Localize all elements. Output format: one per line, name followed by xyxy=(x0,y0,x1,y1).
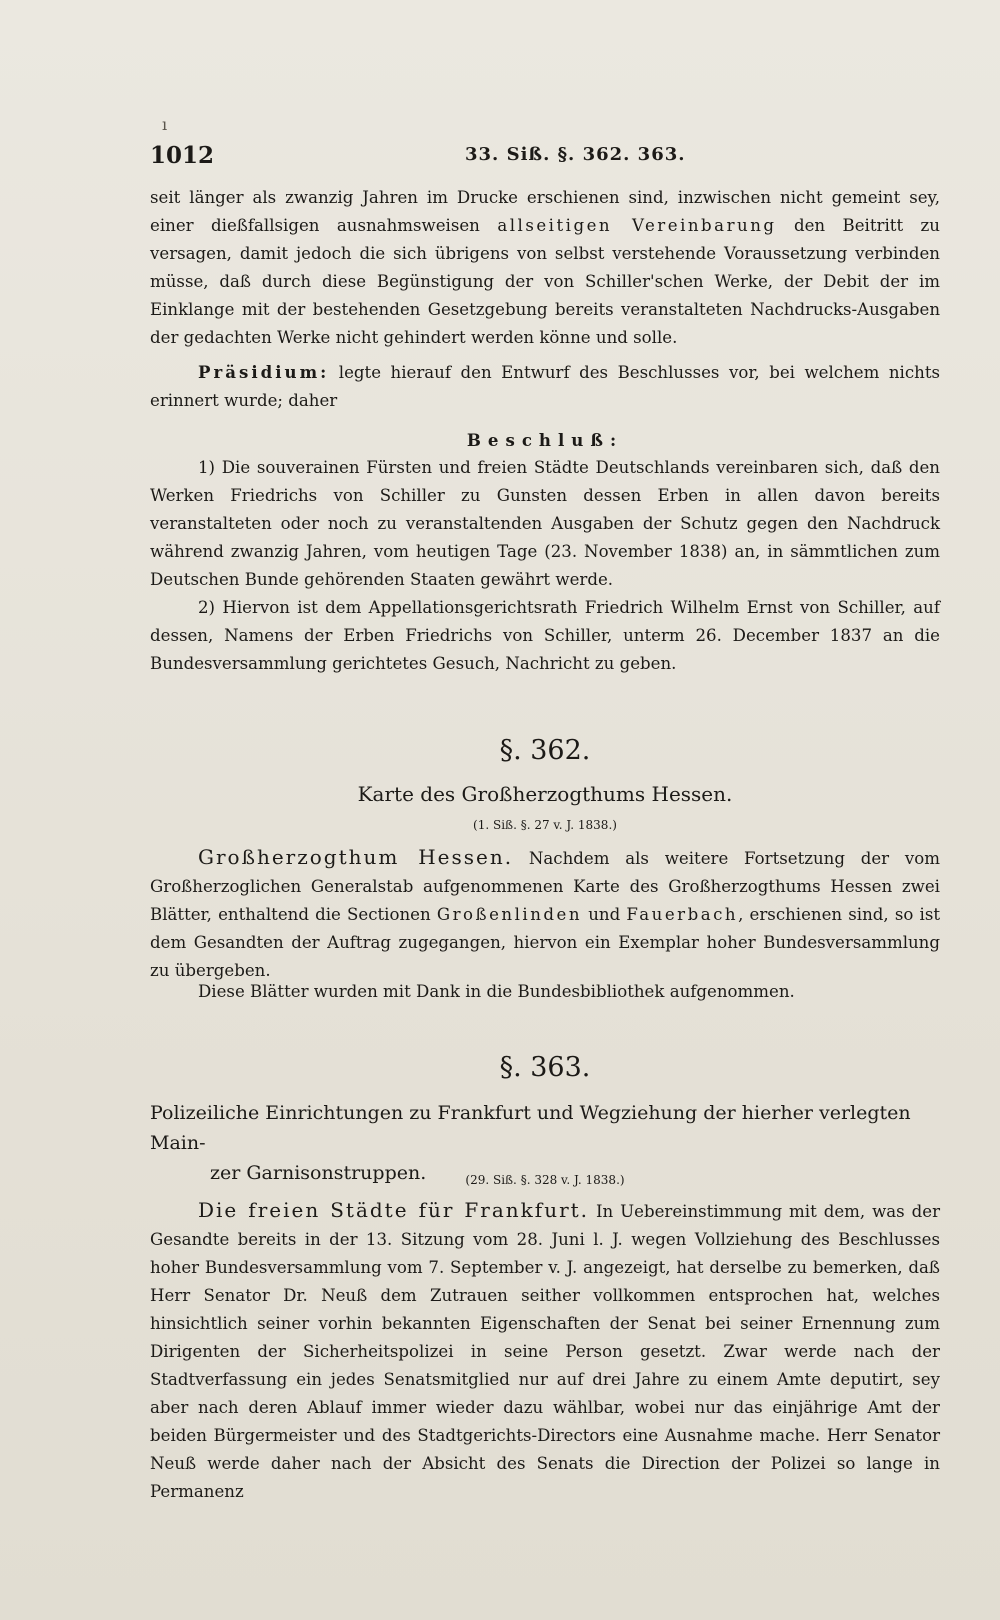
section-362-closing xyxy=(150,978,940,1006)
place-name: Großenlinden xyxy=(436,905,583,924)
section-362-lead: Großherzogthum Hessen. xyxy=(198,845,514,869)
section-363-lead: Die freien Städte für Frankfurt. xyxy=(198,1198,590,1222)
praesidium-paragraph xyxy=(150,358,940,415)
paragraph-text: und xyxy=(588,905,621,924)
paragraph-text: Nachdem als weitere Fortsetzung der vom Großherzoglichen Generalstab aufgenommenen Karte des Großherzogthums Hessen zwei Blätter, enthaltend die Sectionen xyxy=(150,849,940,924)
section-363-sign: §. 363. xyxy=(499,1052,591,1083)
section-363-reference: (29. Siß. §. 328 v. J. 1838.) xyxy=(465,1173,625,1187)
opening-paragraph xyxy=(150,184,940,352)
paragraph-text: den Beitritt zu versagen, damit jedoch die sich übrigens von selbst verstehende Voraussetzung verbinden müsse, daß durch diese Begünstigung der von Schiller'schen Werke, der Debit der im Einklange mit der bestehenden Gesetzgebung bereits veranstalteten Nachdrucks-Ausgaben der gedachten Werke nicht gehindert werden könne und solle. xyxy=(150,216,940,347)
beschluss-heading: Beschluß: xyxy=(466,430,624,450)
section-362-title: Karte des Großherzogthums Hessen. xyxy=(357,782,733,806)
paragraph-text: , erschienen sind, so ist dem Gesandten der Auftrag zugegangen, hiervon ein Exemplar hoher Bundesversammlung zu übergeben. xyxy=(150,905,941,980)
resolution-block xyxy=(150,426,940,678)
section-363-title-line-1: Polizeiliche Einrichtungen zu Frankfurt und Wegziehung der hierher verlegten Main- xyxy=(150,1102,911,1154)
praesidium-label: Präsidium: xyxy=(198,362,330,382)
praesidium-text: legte hierauf den Entwurf des Beschlusses vor, bei welchem nichts erinnert wurde; daher xyxy=(150,363,940,410)
section-363-title-line-2: zer Garnisonstruppen. xyxy=(210,1162,427,1184)
section-362-reference: (1. Siß. §. 27 v. J. 1838.) xyxy=(473,818,617,832)
resolution-item-2: 2) Hiervon ist dem Appellationsgerichtsrath Friedrich Wilhelm Ernst von Schiller, auf dessen, Namens der Erben Friedrichs von Schiller, unterm 26. December 1837 an die Bundesversammlung gerichtetes Gesuch, Nachricht zu geben. xyxy=(150,598,940,673)
page-header xyxy=(150,142,960,176)
section-363-body xyxy=(150,1196,940,1506)
section-362-body xyxy=(150,843,940,985)
page-number: 1012 xyxy=(150,142,215,169)
paragraph-text: In Uebereinstimmung mit dem, was der Gesandte bereits in der 13. Sitzung vom 28. Juni l. J. wegen Vollziehung des Beschlusses hoher Bundesversammlung vom 7. September v. J. angezeigt, hat derselbe zu bemerken, daß Herr Senator Dr. Neuß dem Zutrauen seither vollkommen entsprochen hat, welches hinsichtlich seiner vorhin bekannten Eigenschaften der Senat bei seiner Ernennung zum Dirigenten der Sicherheitspolizei in seine Person gesetzt. Zwar werde nach der Stadtverfassung ein jedes Senatsmitglied nur auf drei Jahre zu einem Amte deputirt, sey aber nach deren Ablauf immer wieder dazu wählbar, wobei nur das einjährige Amt der beiden Bürgermeister und des Stadtgerichts-Directors eine Ausnahme mache. Herr Senator Neuß werde daher nach der Absicht des Senats die Direction der Polizei so lange in Permanenz xyxy=(150,1202,941,1501)
margin-mark: ı xyxy=(162,115,168,134)
section-362-sign: §. 362. xyxy=(499,735,591,766)
resolution-item-1: 1) Die souverainen Fürsten und freien Städte Deutschlands vereinbaren sich, daß den Werken Friedrichs von Schiller zu Gunsten dessen Erben in allen davon bereits veranstalteten oder noch zu veranstaltenden Ausgaben der Schutz gegen den Nachdruck während zwanzig Jahren, vom heutigen Tage (23. November 1838) an, in sämmtlichen zum Deutschen Bunde gehörenden Staaten gewährt werde. xyxy=(150,458,940,589)
closing-text: Diese Blätter wurden mit Dank in die Bundesbibliothek aufgenommen. xyxy=(198,982,795,1001)
running-head: 33. Siß. §. 362. 363. xyxy=(465,144,686,165)
place-name: Fauerbach xyxy=(626,905,739,924)
emphasis-text: allseitigen Vereinbarung xyxy=(497,216,777,235)
paragraph-text: seit länger als zwanzig Jahren im Drucke erschienen sind, inzwischen nicht gemeint sey, einer dießfallsigen ausnahmsweisen xyxy=(150,188,940,235)
